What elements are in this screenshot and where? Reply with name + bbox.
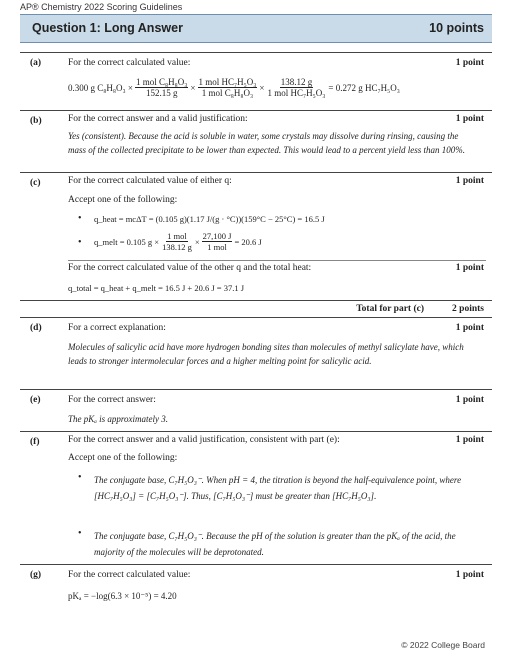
- part-g-calculation: pKₐ = −log(6.3 × 10⁻⁵) = 4.20: [68, 591, 177, 601]
- times-sign: ×: [259, 82, 265, 93]
- page-header: AP® Chemistry 2022 Scoring Guidelines: [20, 2, 183, 12]
- fraction-den: 138.12 g: [162, 242, 192, 252]
- q-heat-equation: q_heat = mcΔT = (0.105 g)(1.17 J/(g · °C))(159°C − 25°C) = 16.5 J: [94, 214, 325, 224]
- accept-text: Accept one of the following:: [68, 453, 178, 463]
- part-f-prompt: For the correct answer and a valid justification, consistent with part (e):: [68, 435, 340, 445]
- fraction: [135, 77, 188, 98]
- times-sign: ×: [194, 236, 200, 247]
- part-f-bullet-1: The conjugate base, C₇H₅O₃⁻. When pH = 4, the titration is beyond the half-equivalence point, where [HC₇H₅O₃] = [C₇H₅O₃⁻]. Thus, [C₇H₅O₃⁻] must be greater than [HC₇H₅O₃].: [94, 475, 462, 501]
- fraction-den: 152.15 g: [145, 88, 178, 98]
- fraction-num: 1 mol C₈H₈O₃: [136, 77, 188, 87]
- part-d: [20, 317, 492, 390]
- part-g-label: (g): [30, 570, 42, 580]
- part-c: [20, 172, 492, 318]
- total-points: 2 points: [452, 304, 484, 314]
- part-e-prompt: For the correct answer:: [68, 395, 156, 405]
- part-b-prompt: For the correct answer and a valid justification:: [68, 114, 248, 124]
- part-a-prompt: For the correct calculated value:: [68, 58, 191, 68]
- part-e-answer: The pKₐ is approximately 3.: [68, 414, 169, 424]
- part-c-prompt-2: For the correct calculated value of the other q and the total heat:: [68, 263, 312, 273]
- question-title-bar: [20, 14, 492, 43]
- fraction: [202, 231, 233, 252]
- total-label: Total for part (c): [356, 304, 424, 314]
- divider: [68, 260, 486, 261]
- part-a-label: (a): [30, 58, 42, 68]
- fraction-den: 1 mol HC₇H₅O₃: [267, 88, 326, 98]
- fraction: [267, 77, 327, 98]
- part-f-bullet-2: The conjugate base, C₇H₅O₃⁻. Because the pH of the solution is greater than the pKₐ of the acid, the majority of the molecules will be deprotonated.: [94, 531, 456, 557]
- footer-copyright: © 2022 College Board: [401, 640, 485, 650]
- fraction: [161, 231, 193, 252]
- part-a-point: 1 point: [455, 58, 484, 68]
- question-points: 10 points: [429, 21, 484, 35]
- part-b-point: 1 point: [455, 114, 484, 124]
- part-c-point-2: 1 point: [455, 263, 484, 273]
- part-c-prompt: For the correct calculated value of either q:: [68, 176, 232, 186]
- part-f-label: (f): [30, 437, 40, 447]
- q-total-equation: q_total = q_heat + q_melt = 16.5 J + 20.6 J = 37.1 J: [68, 283, 245, 293]
- part-a: [20, 52, 492, 111]
- q-melt-equation: [94, 231, 262, 252]
- bullet: •: [78, 237, 82, 248]
- part-c-label: (c): [30, 178, 41, 188]
- part-g: [20, 564, 492, 625]
- accept-text: Accept one of the following:: [68, 195, 178, 205]
- part-e-label: (e): [30, 395, 41, 405]
- part-d-answer: Molecules of salicylic acid have more hydrogen bonding sites than molecules of methyl salicylate have, which leads to stronger intermolecular forces and a higher melting point for salicylic acid.: [68, 342, 464, 366]
- q-melt-lhs: q_melt = 0.105 g ×: [94, 236, 160, 247]
- divider: [20, 300, 492, 301]
- part-b: [20, 110, 492, 173]
- calc-result: = 0.272 g HC₇H₅O₃: [328, 82, 400, 93]
- calc-start: 0.300 g C₈H₈O₃ ×: [68, 82, 133, 93]
- part-b-answer: Yes (consistent). Because the acid is soluble in water, some crystals may dissolve during rinsing, causing the mass of the collected precipitate to be lower than expected. This would lead to a percent yield less than 100%.: [68, 131, 466, 155]
- part-d-prompt: For a correct explanation:: [68, 323, 166, 333]
- part-g-prompt: For the correct calculated value:: [68, 570, 191, 580]
- bullet: •: [78, 528, 82, 539]
- q-melt-result: = 20.6 J: [234, 236, 262, 247]
- part-b-label: (b): [30, 116, 42, 126]
- question-title: Question 1: Long Answer: [32, 21, 183, 35]
- bullet: •: [78, 472, 82, 483]
- part-f: [20, 431, 492, 565]
- part-a-calculation: [68, 77, 400, 98]
- times-sign: ×: [190, 82, 196, 93]
- part-c-point: 1 point: [455, 176, 484, 186]
- part-d-point: 1 point: [455, 323, 484, 333]
- fraction-num: 1 mol: [167, 231, 187, 241]
- part-f-point: 1 point: [455, 435, 484, 445]
- fraction-den: 1 mol C₈H₈O₃: [201, 88, 254, 98]
- part-g-point: 1 point: [455, 570, 484, 580]
- fraction-den: 1 mol: [207, 242, 227, 252]
- fraction-num: 138.12 g: [280, 77, 313, 87]
- fraction-num: 27,100 J: [202, 231, 232, 241]
- fraction-num: 1 mol HC₇H₅O₃: [198, 77, 257, 87]
- part-e-point: 1 point: [455, 395, 484, 405]
- part-e: [20, 389, 492, 432]
- bullet: •: [78, 213, 82, 224]
- fraction: [198, 77, 258, 98]
- part-d-label: (d): [30, 323, 42, 333]
